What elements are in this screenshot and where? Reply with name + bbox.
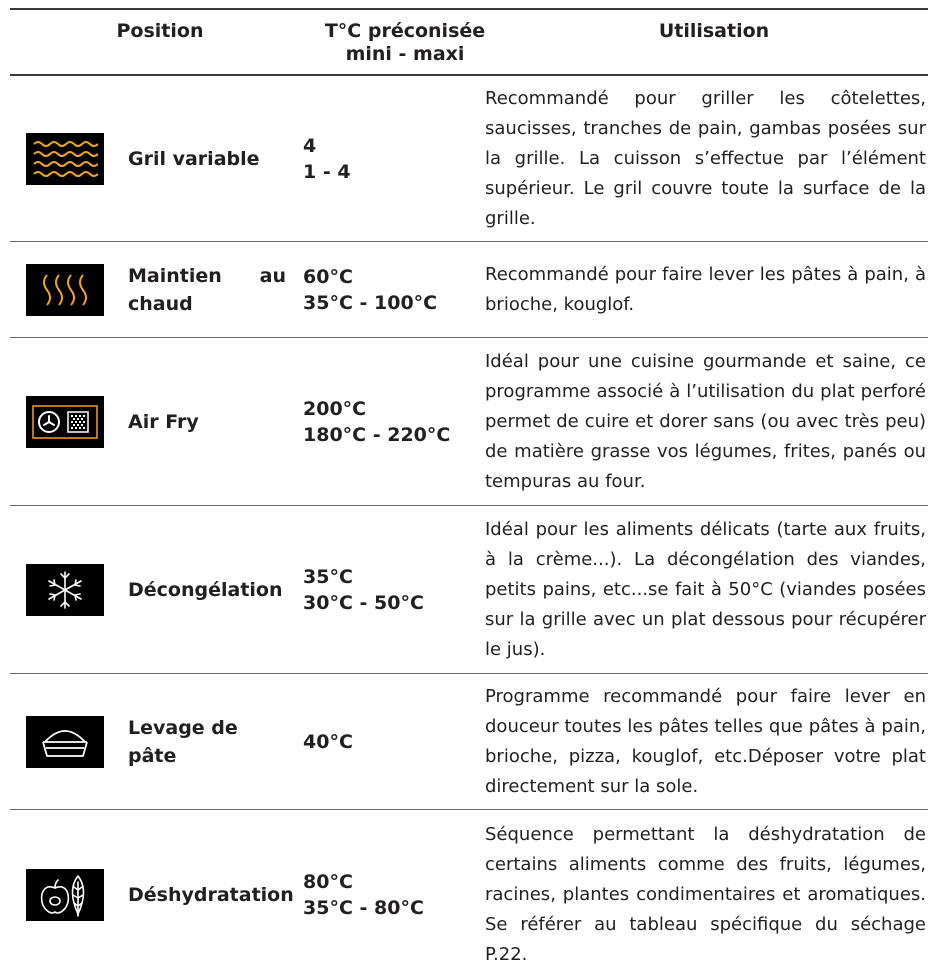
usage-text: Programme recommandé pour faire lever en douceur toutes les pâtes telles que pâtes à pain, brioche, pizza, kouglof, etc.Déposer votre plat directement sur la sole.: [485, 685, 926, 797]
air-fry-icon: [26, 396, 104, 448]
table-row: [10, 76, 928, 242]
keep-warm-icon: [26, 264, 104, 316]
mode-name: [120, 408, 295, 436]
mode-name-line: Décongélation: [128, 578, 283, 601]
table-row: [10, 674, 928, 810]
table-row: [10, 506, 928, 674]
temp-range: 30°C - 50°C: [303, 591, 424, 614]
snowflake-defrost-icon: [26, 564, 104, 616]
recommended-temp: 200°C: [303, 397, 367, 420]
usage-text: Séquence permettant la déshydratation de certains aliments comme des fruits, légumes, racines, plantes condimentaires et aromatiques. Se référer au tableau spécifique du séchage P.22.: [485, 824, 926, 965]
header-usage: Utilisation: [658, 20, 770, 42]
table-row: [10, 242, 928, 338]
usage-text: Idéal pour les aliments délicats (tarte aux fruits, à la crème...). La décongélation des viandes, petits pains, etc...se fait à 50°C (viandes posées sur la grille avec un plat dessous pour récupérer le jus).: [485, 518, 926, 660]
temp-range: 180°C - 220°C: [303, 423, 451, 446]
usage-text: Recommandé pour faire lever les pâtes à pain, à brioche, kouglof.: [485, 263, 926, 315]
mode-name: [120, 714, 295, 770]
table-row: [10, 810, 928, 980]
header-temperature-line2: mini - maxi: [345, 43, 465, 65]
table-row: [10, 338, 928, 506]
mode-name-line: Levage de: [128, 716, 238, 739]
apple-leaf-dehydration-icon: [26, 869, 104, 921]
header-position: Position: [116, 20, 204, 42]
recommended-temp: 80°C: [303, 871, 353, 893]
temperature-cell: [295, 396, 485, 448]
mode-name: [120, 881, 295, 909]
grill-waves-icon: [26, 133, 104, 185]
temperature-cell: [295, 264, 485, 316]
mode-name: [120, 145, 295, 173]
temperature-cell: [295, 564, 485, 616]
mode-name-line: Gril variable: [128, 147, 260, 170]
header-temperature: [310, 20, 500, 66]
temp-range: 1 - 4: [303, 160, 351, 183]
oven-modes-table: [10, 8, 928, 980]
mode-name: [120, 262, 295, 318]
recommended-temp: 60°C: [303, 265, 353, 288]
temperature-cell: [295, 869, 485, 921]
mode-name-word: Maintien: [128, 264, 222, 287]
dough-proofing-icon: [26, 716, 104, 768]
header-temperature-line1: T°C préconisée: [324, 20, 486, 42]
mode-name-line: Déshydratation: [128, 884, 294, 906]
temp-range: 35°C - 80°C: [303, 897, 424, 919]
temp-range: 35°C - 100°C: [303, 291, 438, 314]
recommended-temp: 35°C: [303, 565, 353, 588]
recommended-temp: 4: [303, 134, 317, 157]
temperature-cell: [295, 133, 485, 185]
mode-name-line: Air Fry: [128, 410, 199, 433]
mode-name-line: pâte: [128, 744, 177, 767]
mode-name-line: chaud: [128, 292, 193, 315]
temperature-cell: [295, 729, 485, 755]
mode-name: [120, 576, 295, 604]
table-header: [10, 10, 928, 74]
usage-text: Recommandé pour griller les côtelettes, saucisses, tranches de pain, gambas posées sur la grille. La cuisson s’effectue par l’élément supérieur. Le gril couvre toute la surface de la grille.: [485, 87, 926, 229]
mode-name-word: au: [259, 264, 286, 287]
usage-text: Idéal pour une cuisine gourmande et saine, ce programme associé à l’utilisation du plat perforé permet de cuire et dorer sans (ou avec très peu) de matière grasse vos légumes, frites, panés ou tempuras au four.: [485, 350, 926, 492]
recommended-temp: 40°C: [303, 730, 353, 753]
